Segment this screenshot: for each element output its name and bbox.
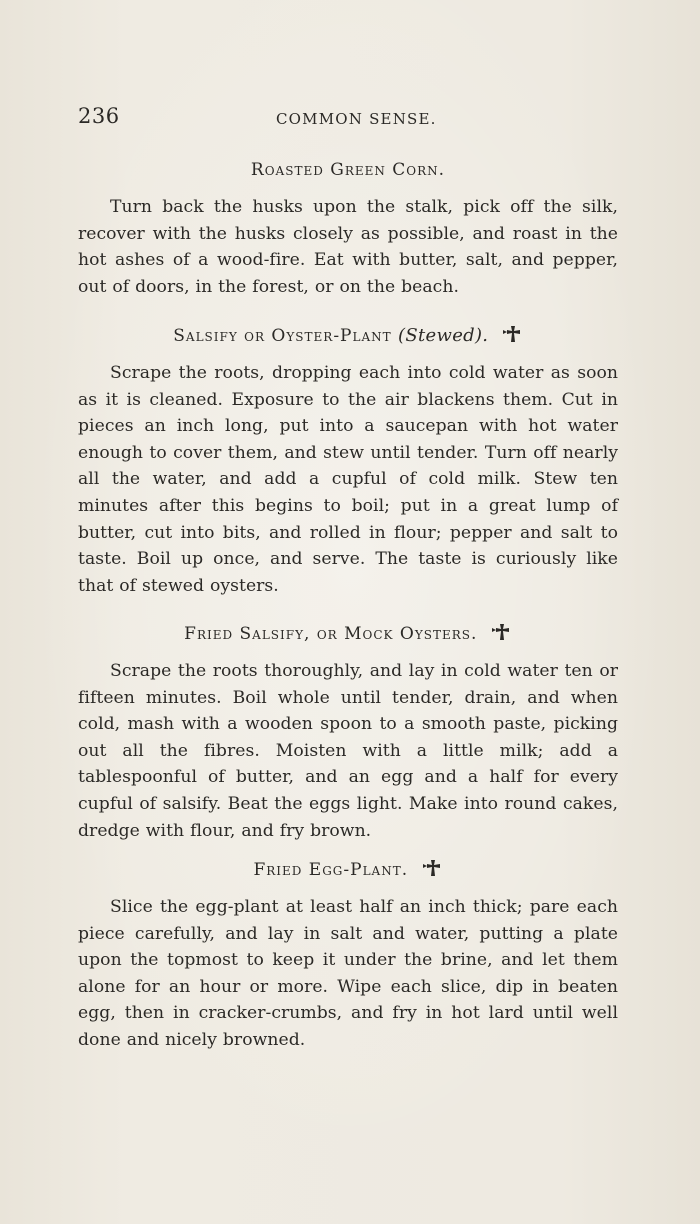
recipe-title — [78, 324, 618, 346]
recipe-roasted-green-corn — [78, 160, 618, 300]
recipe-title-suffix: (Stewed). — [398, 325, 489, 346]
recipe-body: Slice the egg-plant at least half an inch thick; pare each piece carefully, and lay in salt and water, putting a plate upon the topmost to keep it under the brine, and let them alone for an hour or more. Wipe each slice, dip in beaten egg, then in cracker-crumbs, and fry in hot lard until well done and nicely browned. — [78, 897, 618, 1050]
recipe-salsify-stewed — [78, 324, 618, 599]
page-header — [78, 104, 618, 134]
page-number: 236 — [78, 104, 120, 128]
recipe-title — [78, 622, 618, 644]
recipe-fried-salsify — [78, 622, 618, 844]
recipe-title-text: Fried Salsify, or Mock Oysters. — [184, 624, 478, 644]
recipe-body: Turn back the husks upon the stalk, pick off the silk, recover with the husks closely as possible, and roast in the hot ashes of a wood-fire. Eat with butter, salt, and pepper, out of doors, in the forest, or on the beach. — [78, 197, 618, 297]
recipe-title-text: Roasted Green Corn. — [250, 160, 446, 180]
recipe-title — [78, 160, 618, 180]
cross-pointing-hand-icon — [423, 858, 443, 878]
recipe-title-text: Salsify or Oyster-Plant — [173, 326, 392, 346]
recipe-title-text: Fried Egg-Plant. — [253, 860, 409, 880]
recipe-title — [78, 858, 618, 880]
cross-pointing-hand-icon — [503, 324, 523, 344]
running-head: COMMON SENSE. — [276, 110, 437, 128]
recipe-fried-egg-plant — [78, 858, 618, 1054]
cross-pointing-hand-icon — [492, 622, 512, 642]
recipe-body: Scrape the roots, dropping each into cold water as soon as it is cleaned. Exposure to the air blackens them. Cut in pieces an inch long, put into a saucepan with hot water enough to cover them, and stew until tender. Turn off nearly all the water, and add a cupful of cold milk. Stew ten minutes after this begins to boil; put in a great lump of butter, cut into bits, and rolled in flour; pepper and salt to taste. Boil up once, and serve. The taste is curiously like that of stewed oysters. — [78, 363, 618, 596]
recipe-body: Scrape the roots thoroughly, and lay in cold water ten or fifteen minutes. Boil whole until tender, drain, and when cold, mash with a wooden spoon to a smooth paste, picking out all the fibres. Moisten with a little milk; add a tablespoonful of butter, and an egg and a half for every cupful of salsify. Beat the eggs light. Make into round cakes, dredge with flour, and fry brown. — [78, 661, 618, 841]
